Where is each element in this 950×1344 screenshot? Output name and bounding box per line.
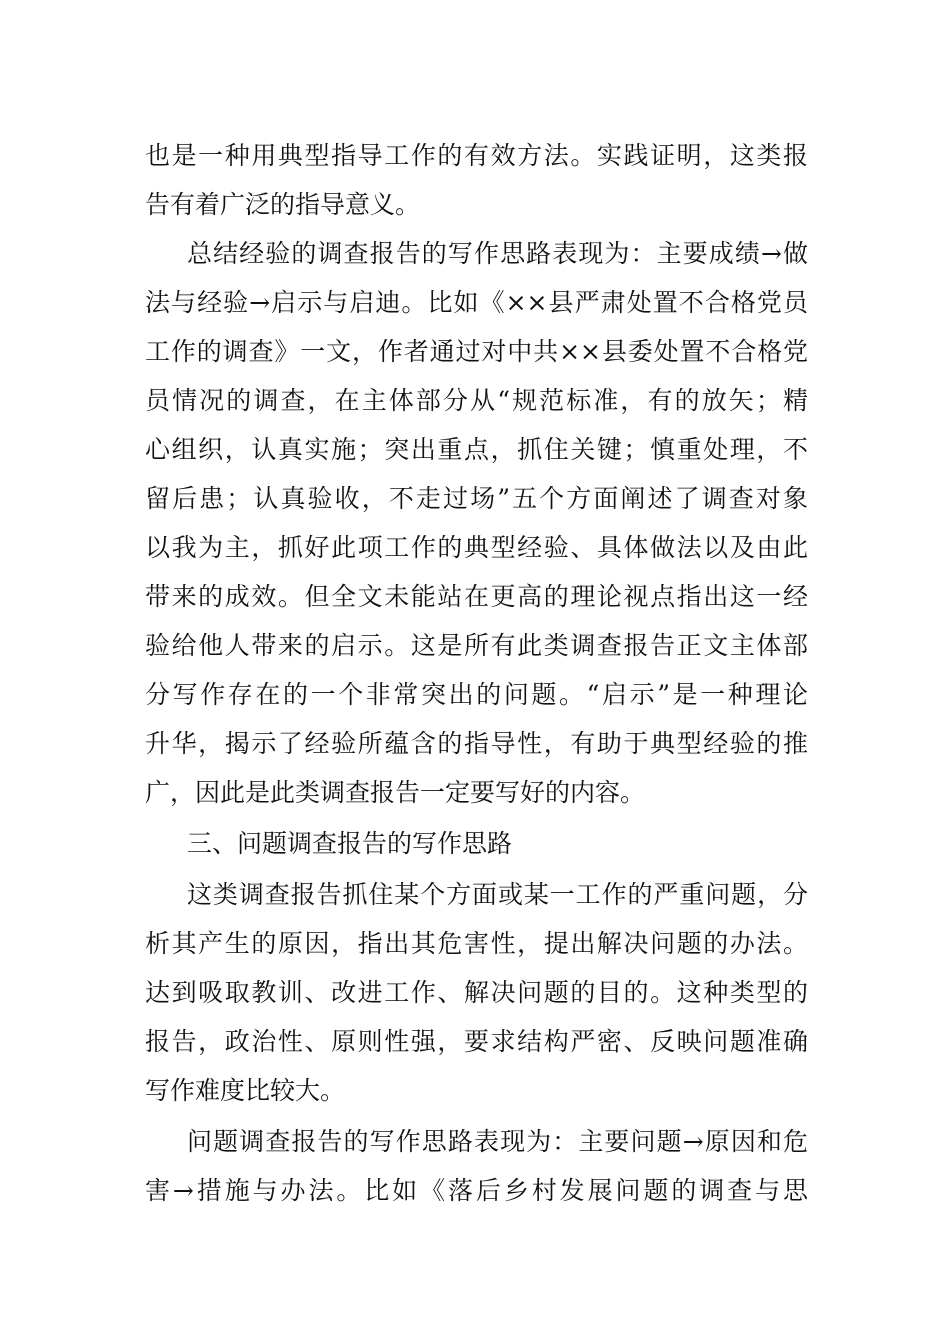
paragraph-3-line-4: 报告，政治性、原则性强，要求结构严密、反映问题准确 bbox=[145, 1027, 808, 1056]
paragraph-2-line-7: 以我为主，抓好此项工作的典型经验、具体做法以及由此 bbox=[145, 533, 808, 562]
section-heading-3: 三、问题调查报告的写作思路 bbox=[187, 829, 513, 858]
paragraph-2-line-12: 广，因此是此类调查报告一定要写好的内容。 bbox=[145, 778, 646, 807]
paragraph-4-line-2: 害→措施与办法。比如《落后乡村发展问题的调查与思 bbox=[145, 1176, 808, 1205]
paragraph-2-line-2: 法与经验→启示与启迪。比如《××县严肃处置不合格党员 bbox=[145, 288, 808, 317]
paragraph-1-line-1: 也是一种用典型指导工作的有效方法。实践证明，这类报 bbox=[145, 141, 808, 170]
paragraph-2-line-1: 总结经验的调查报告的写作思路表现为：主要成绩→做 bbox=[187, 239, 808, 268]
paragraph-2-line-11: 升华，揭示了经验所蕴含的指导性，有助于典型经验的推 bbox=[145, 729, 808, 758]
paragraph-2-line-10: 分写作存在的一个非常突出的问题。“启示”是一种理论 bbox=[145, 680, 808, 709]
paragraph-3-line-2: 析其产生的原因，指出其危害性，提出解决问题的办法。 bbox=[145, 929, 808, 958]
paragraph-4-line-1: 问题调查报告的写作思路表现为：主要问题→原因和危 bbox=[187, 1127, 808, 1156]
paragraph-2-line-3: 工作的调查》一文，作者通过对中共××县委处置不合格党 bbox=[145, 337, 808, 366]
paragraph-3-line-1: 这类调查报告抓住某个方面或某一工作的严重问题，分 bbox=[187, 880, 808, 909]
paragraph-3-line-3: 达到吸取教训、改进工作、解决问题的目的。这种类型的 bbox=[145, 978, 808, 1007]
paragraph-2-line-6: 留后患；认真验收，不走过场”五个方面阐述了调查对象 bbox=[145, 484, 808, 513]
paragraph-2-line-4: 员情况的调查，在主体部分从“规范标准，有的放矢；精 bbox=[145, 386, 808, 415]
paragraph-2-line-5: 心组织，认真实施；突出重点，抓住关键；慎重处理，不 bbox=[145, 435, 808, 464]
paragraph-2-line-9: 验给他人带来的启示。这是所有此类调查报告正文主体部 bbox=[145, 631, 808, 660]
paragraph-2-line-8: 带来的成效。但全文未能站在更高的理论视点指出这一经 bbox=[145, 582, 808, 611]
paragraph-3-line-5: 写作难度比较大。 bbox=[145, 1076, 346, 1105]
paragraph-1-line-2: 告有着广泛的指导意义。 bbox=[145, 190, 421, 219]
